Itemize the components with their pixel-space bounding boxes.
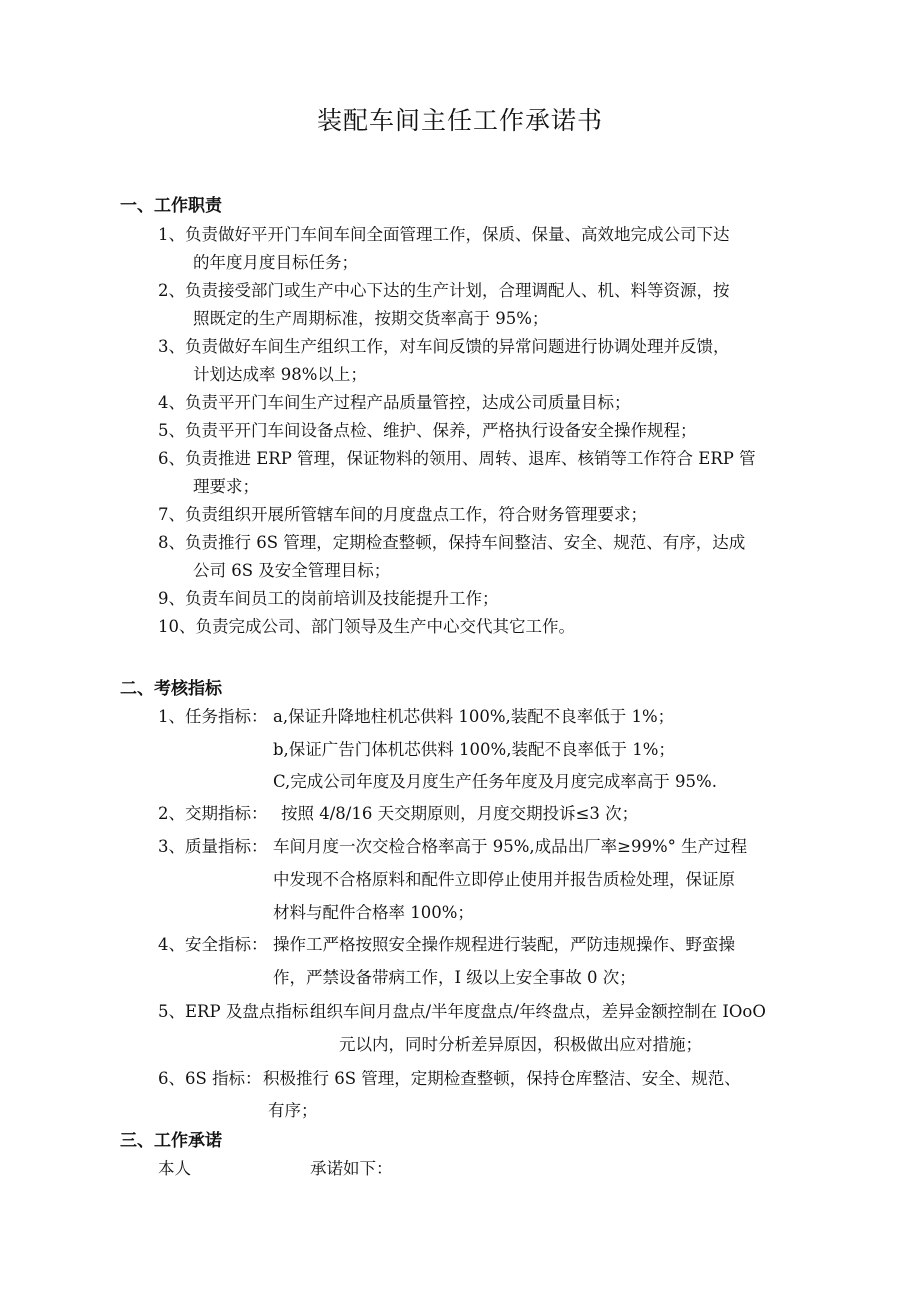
duty-item-1-cont: 的年度月度目标任务； bbox=[193, 253, 358, 272]
duty-item-6: 6、负责推进 ERP 管理，保证物料的领用、周转、退库、核销等工作符合 ERP 管 bbox=[158, 449, 756, 468]
kpi-quality bbox=[158, 834, 808, 924]
kpi-safety-line-2: 作，严禁设备带病工作，I 级以上安全事故 0 次； bbox=[273, 968, 636, 987]
duty-item-2-cont: 照既定的生产周期标准，按期交货率高于 95%； bbox=[193, 309, 549, 328]
kpi-task-line-b: b,保证广告门体机芯供料 100%,装配不良率低于 1%； bbox=[273, 740, 675, 759]
section-heading-commitment: 三、工作承诺 bbox=[120, 1131, 222, 1151]
duty-item-2: 2、负责接受部门或生产中心下达的生产计划，合理调配人、机、料等资源，按 bbox=[158, 281, 730, 300]
kpi-erp-inventory-label: 5、ERP 及盘点指标： bbox=[158, 1002, 325, 1021]
kpi-6s-line-1: 积极推行 6S 管理，定期检查整顿，保持仓库整洁、安全、规范、 bbox=[263, 1069, 741, 1088]
kpi-delivery bbox=[158, 801, 808, 827]
duty-item-5: 5、负责平开门车间设备点检、维护、保养，严格执行设备安全操作规程； bbox=[158, 421, 697, 440]
kpi-6s-label: 6、6S 指标： bbox=[158, 1069, 262, 1088]
kpi-6s bbox=[158, 1066, 808, 1126]
kpi-task-line-a: a,保证升降地柱机芯供料 100%,装配不良率低于 1%； bbox=[273, 707, 675, 726]
duty-item-8-cont: 公司 6S 及安全管理目标； bbox=[193, 561, 391, 580]
kpi-safety bbox=[158, 932, 808, 992]
document-title: 装配车间主任工作承诺书 bbox=[316, 106, 603, 135]
kpi-delivery-line-1: 按照 4/8/16 天交期原则，月度交期投诉≤3 次； bbox=[281, 804, 639, 823]
section-heading-duties: 一、工作职责 bbox=[120, 196, 222, 216]
kpi-erp-inventory bbox=[158, 999, 808, 1059]
duty-item-10: 10、负责完成公司、部门领导及生产中心交代其它工作。 bbox=[158, 617, 575, 636]
kpi-erp-inventory-line-1: 组织车间月盘点/半年度盘点/年终盘点，差异金额控制在 IOoO bbox=[310, 1002, 766, 1021]
duty-item-9: 9、负责车间员工的岗前培训及技能提升工作； bbox=[158, 589, 499, 608]
duty-item-3: 3、负责做好车间生产组织工作，对车间反馈的异常问题进行协调处理并反馈， bbox=[158, 337, 730, 356]
kpi-6s-line-2: 有序； bbox=[268, 1101, 318, 1120]
kpi-safety-line-1: 操作工严格按照安全操作规程进行装配，严防违规操作、野蛮操 bbox=[273, 935, 735, 954]
kpi-task-label: 1、任务指标： bbox=[158, 707, 268, 726]
duty-item-8: 8、负责推行 6S 管理，定期检查整顿，保持车间整洁、安全、规范、有序，达成 bbox=[158, 533, 746, 552]
kpi-quality-label: 3、质量指标： bbox=[158, 837, 268, 856]
kpi-task-line-c: C,完成公司年度及月度生产任务年度及月度完成率高于 95%. bbox=[273, 772, 717, 791]
kpi-quality-line-1: 车间月度一次交检合格率高于 95%,成品出厂率≥99%° 生产过程 bbox=[273, 837, 748, 856]
commitment-text: 承诺如下： bbox=[310, 1159, 393, 1178]
duty-item-1: 1、负责做好平开门车间车间全面管理工作，保质、保量、高效地完成公司下达 bbox=[158, 225, 730, 244]
kpi-safety-label: 4、安全指标： bbox=[158, 935, 268, 954]
section-heading-kpi: 二、考核指标 bbox=[120, 679, 222, 699]
commitment-person: 本人 bbox=[158, 1159, 191, 1178]
duty-item-4: 4、负责平开门车间生产过程产品质量管控，达成公司质量目标； bbox=[158, 393, 631, 412]
duty-item-6-cont: 理要求； bbox=[193, 477, 259, 496]
kpi-quality-line-3: 材料与配件合格率 100%； bbox=[273, 903, 474, 922]
duty-item-7: 7、负责组织开展所管辖车间的月度盘点工作，符合财务管理要求； bbox=[158, 505, 647, 524]
duty-item-3-cont: 计划达成率 98%以上； bbox=[193, 365, 367, 384]
kpi-erp-inventory-line-2: 元以内，同时分析差异原因，积极做出应对措施； bbox=[339, 1035, 702, 1054]
kpi-quality-line-2: 中发现不合格原料和配件立即停止使用并报告质检处理，保证原 bbox=[273, 870, 735, 889]
kpi-task bbox=[158, 704, 808, 791]
kpi-delivery-label: 2、交期指标： bbox=[158, 804, 268, 823]
